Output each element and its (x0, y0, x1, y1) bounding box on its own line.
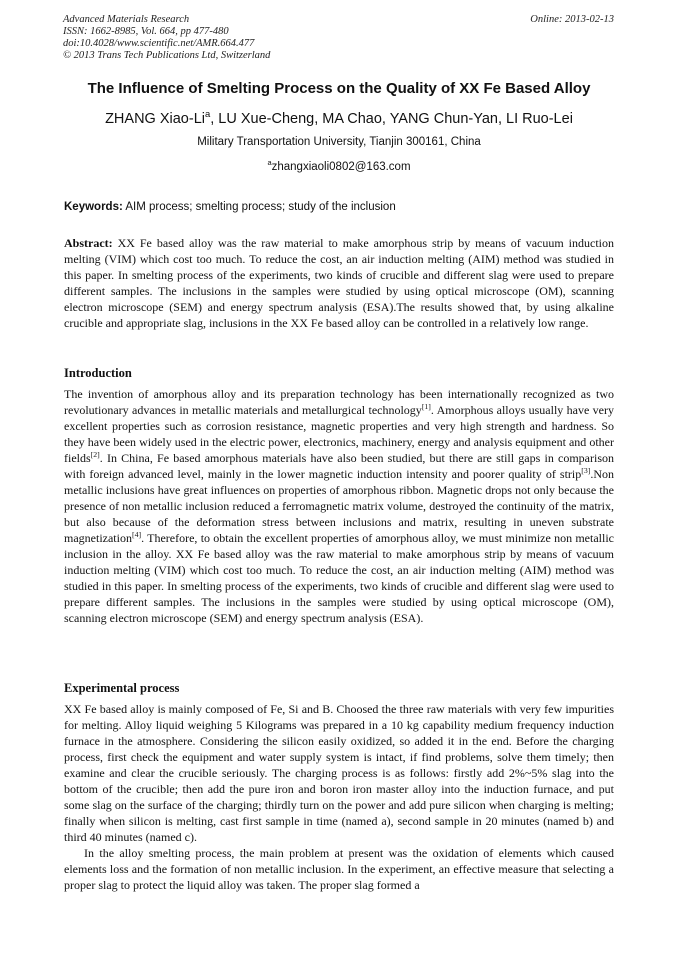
experimental-heading: Experimental process (64, 681, 180, 695)
introduction-heading: Introduction (64, 366, 132, 380)
intro-text-2: . Amorphous alloys usually have very excellent properties such as corrosion resistance, magnetic properties and very high strength and hardness. So they have been widely used in the electric power, electronics, machinery, energy and analysis equipment and other fields (64, 403, 614, 465)
experimental-paragraph-2: In the alloy smelting process, the main problem at present was the oxidation of elements which caused elements loss and the formation of non metallic inclusion. In the experiment, an effective measure that selecting a proper slag to protect the liquid alloy was taken. The proper slag formed a (64, 846, 614, 892)
journal-name: Advanced Materials Research (63, 14, 190, 25)
intro-text-4: .Non metallic inclusions have great influences on properties of amorphous ribbon. Magnetic drops not only because the presence of non metallic inclusion reduced a ferromagnetic matrix volume, destroyed the continuity of the matrix, but also because of the deformation stress between inclusions and matrix, resulting in uneven substrate magnetization (64, 467, 614, 545)
abstract-text: XX Fe based alloy was the raw material to make amorphous strip by means of vacuum induction melting (VIM) which cost too much. To reduce the cost, an air induction melting (AIM) method was studied in this paper. In smelting process of the experiments, two kinds of crucible and different slag were used to prepare different samples. The inclusions in the samples were studied by using optical microscope (OM), scanning electron microscope (SEM) and energy spectrum analysis (ESA).The results showed that, by using alkaline crucible and appropriate slag, inclusions in the XX Fe based alloy can be controlled in a relatively low range. (64, 236, 614, 330)
abstract (64, 235, 614, 331)
keywords-text: AIM process; smelting process; study of the inclusion (122, 201, 396, 213)
intro-text-3: . In China, Fe based amorphous materials have also been studied, but there are still gaps in comparison with foreign advanced level, mainly in the lower magnetic induction intensity and poorer quality of strip (64, 451, 614, 481)
email-sup: a (267, 158, 272, 168)
experimental-paragraph-1: XX Fe based alloy is mainly composed of Fe, Si and B. Choosed the three raw materials with very few impurities for melting. Alloy liquid weighing 5 Kilograms was prepared in a 10 kg capability medium frequency induction furnace in the atmosphere. Considering the silicon easily oxidized, so added it in the end. Before the charging process, first check the equipment and water supply system is intact, if find problems, solve them timely; then examine and clear the crucible seriously. The charging process is as follows: firstly add 2%~5% slag into the bottom of the crucible; then add the pure iron and boron iron master alloy into the induction furnace, and put some slag on the surface of the charging; thirdly turn on the power and add pure silicon when charging is melting; finally when silicon is melting, cast first sample in time (named a), second sample in 20 minutes (named b) and third 40 minutes (named c). (64, 702, 614, 844)
journal-issn: ISSN: 1662-8985, Vol. 664, pp 477-480 (63, 26, 229, 37)
ref-1: [1] (421, 402, 431, 411)
ref-3: [3] (581, 466, 591, 475)
other-authors: , LU Xue-Cheng, MA Chao, YANG Chun-Yan, LI Ruo-Lei (210, 111, 573, 127)
email-address: zhangxiaoli0802@163.com (271, 161, 411, 173)
first-author-sup: a (204, 108, 211, 120)
journal-doi: doi:10.4028/www.scientific.net/AMR.664.477 (63, 38, 255, 49)
journal-header (63, 14, 270, 62)
affiliation: Military Transportation University, Tianjin 300161, China (197, 136, 481, 148)
paper-title: The Influence of Smelting Process on the Quality of XX Fe Based Alloy (87, 80, 591, 97)
experimental-body (64, 701, 614, 893)
keywords-label: Keywords: (64, 201, 123, 213)
intro-text-1: The invention of amorphous alloy and its preparation technology has been internationally recognized as two revolutionary advances in metallic materials and metallurgical technology (64, 387, 614, 417)
online-date: Online: 2013-02-13 (530, 14, 614, 25)
journal-copyright: © 2013 Trans Tech Publications Ltd, Switzerland (63, 50, 271, 61)
first-author: ZHANG Xiao-Li (105, 111, 205, 127)
abstract-label: Abstract: (64, 236, 113, 250)
introduction-body (64, 386, 614, 626)
keywords (64, 200, 614, 214)
ref-4: [4] (131, 530, 142, 539)
author-list (20, 110, 658, 128)
author-email (20, 160, 658, 174)
intro-text-5: . Therefore, to obtain the excellent properties of amorphous alloy, we must minimize non metallic inclusion in the alloy. XX Fe based alloy was the raw material to make amorphous strip by means of vacuum induction melting (VIM) which cost too much. To reduce the cost, an air induction melting (AIM) method was studied in this paper. In smelting process of the experiments, two kinds of crucible and different slag were used to prepare different samples. The inclusions in the samples were studied by using optical microscope (OM), scanning electron microscope (SEM) and energy spectrum analysis (ESA). (64, 531, 614, 625)
ref-2: [2] (90, 450, 100, 459)
